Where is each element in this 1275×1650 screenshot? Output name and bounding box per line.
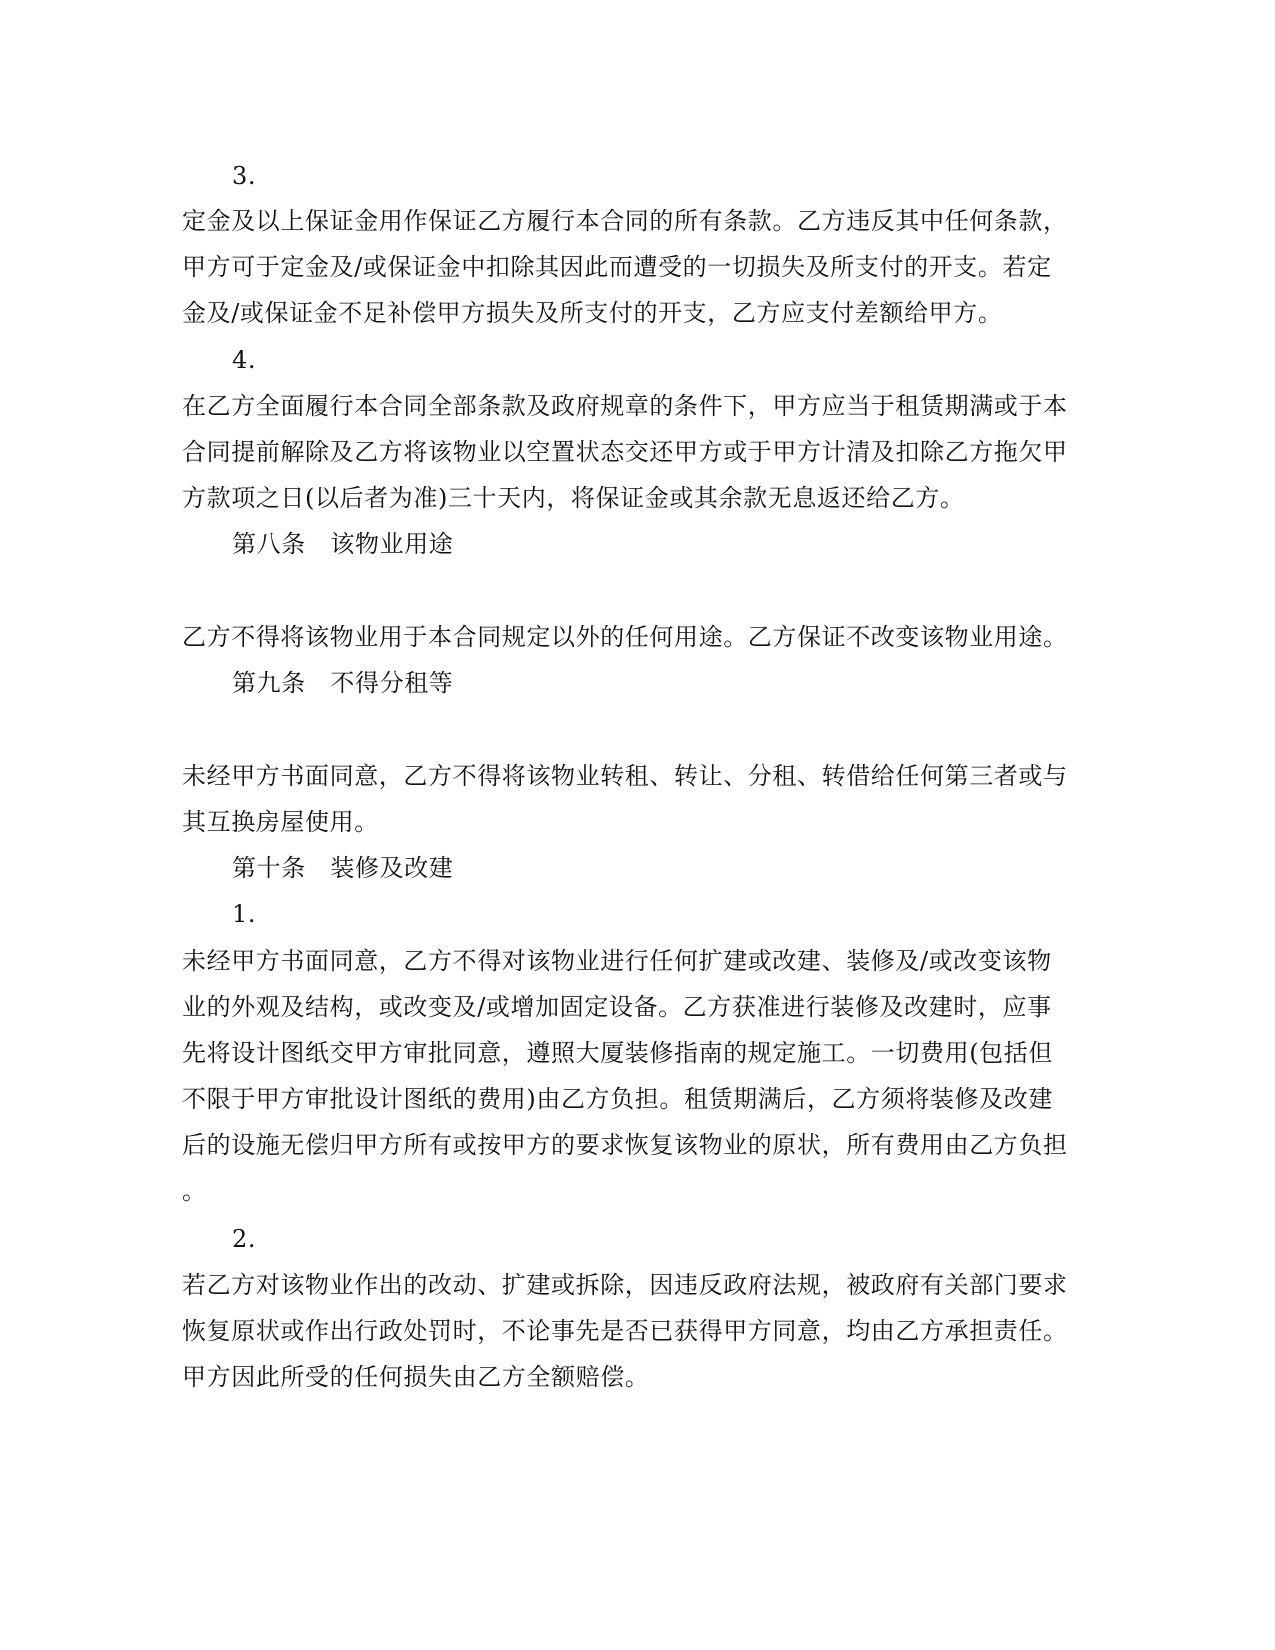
paragraph-line: 合同提前解除及乙方将该物业以空置状态交还甲方或于甲方计清及扣除乙方拖欠甲 (182, 438, 1068, 466)
section-heading: 第八条 该物业用途 (232, 530, 454, 558)
paragraph-line: 定金及以上保证金用作保证乙方履行本合同的所有条款。乙方违反其中任何条款， (182, 207, 1068, 235)
paragraph-line: 甲方可于定金及/或保证金中扣除其因此而遭受的一切损失及所支付的开支。若定 (182, 253, 1052, 281)
paragraph-line: 未经甲方书面同意，乙方不得将该物业转租、转让、分租、转借给任何第三者或与 (182, 762, 1068, 790)
item-number: 1. (232, 900, 257, 928)
paragraph-line: 方款项之日(以后者为准)三十天内，将保证金或其余款无息返还给乙方。 (182, 484, 965, 512)
paragraph-line: 。 (182, 1177, 207, 1205)
paragraph-line: 乙方不得将该物业用于本合同规定以外的任何用途。乙方保证不改变该物业用途。 (182, 623, 1068, 651)
paragraph-line: 业的外观及结构，或改变及/或增加固定设备。乙方获准进行装修及改建时，应事 (182, 993, 1052, 1021)
item-number: 3. (232, 162, 257, 190)
paragraph-line: 后的设施无偿归甲方所有或按甲方的要求恢复该物业的原状，所有费用由乙方负担 (182, 1131, 1068, 1159)
paragraph-line: 不限于甲方审批设计图纸的费用)由乙方负担。租赁期满后，乙方须将装修及改建 (182, 1085, 1053, 1113)
paragraph-line: 先将设计图纸交甲方审批同意，遵照大厦装修指南的规定施工。一切费用(包括但 (182, 1039, 1053, 1067)
paragraph-line: 恢复原状或作出行政处罚时，不论事先是否已获得甲方同意，均由乙方承担责任。 (182, 1317, 1068, 1345)
item-number: 2. (232, 1225, 257, 1253)
item-number: 4. (232, 346, 257, 374)
paragraph-line: 未经甲方书面同意，乙方不得对该物业进行任何扩建或改建、装修及/或改变该物 (182, 947, 1052, 975)
paragraph-line: 若乙方对该物业作出的改动、扩建或拆除，因违反政府法规，被政府有关部门要求 (182, 1271, 1068, 1299)
paragraph-line: 金及/或保证金不足补偿甲方损失及所支付的开支，乙方应支付差额给甲方。 (182, 299, 1003, 327)
section-heading: 第九条 不得分租等 (232, 669, 454, 697)
section-heading: 第十条 装修及改建 (232, 854, 454, 882)
paragraph-line: 甲方因此所受的任何损失由乙方全额赔偿。 (182, 1363, 650, 1391)
paragraph-line: 在乙方全面履行本合同全部条款及政府规章的条件下，甲方应当于租赁期满或于本 (182, 392, 1068, 420)
paragraph-line: 其互换房屋使用。 (182, 808, 379, 836)
